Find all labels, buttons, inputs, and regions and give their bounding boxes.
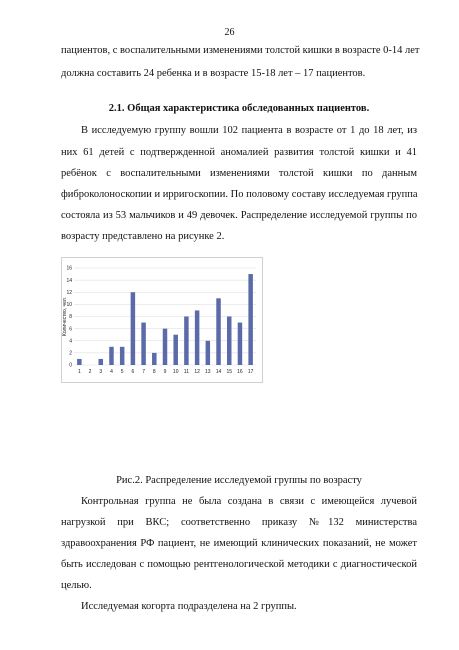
paragraph-line: фиброколоноскопии и ирригоскопии. По половому составу исследуемая группа [61,189,418,200]
bar [195,310,199,365]
bar [163,329,167,365]
y-tick-label: 14 [66,277,72,284]
page-number: 26 [224,27,235,38]
x-tick-label: 16 [237,369,243,375]
y-tick-label: 0 [69,362,72,369]
x-tick-label: 3 [99,369,103,375]
x-tick-label: 9 [163,369,167,375]
figure-caption: Рис.2. Распределение исследуемой группы по возрасту [116,475,362,486]
x-tick-label: 10 [172,369,179,375]
x-tick-label: 7 [142,369,145,375]
bar [238,323,242,365]
bar [141,323,145,365]
x-tick-label: 4 [110,369,113,375]
paragraph-line: здравоохранения РФ пациент, не имеющий клинических показаний, не может [61,538,417,549]
paragraph-line: нагрузкой при ВКС; соответственно приказу №132 министерства [61,517,417,528]
age-distribution-chart [61,257,263,383]
paragraph-line: целью. [61,580,92,591]
x-tick-label: 15 [226,369,233,375]
y-tick-label: 2 [69,350,72,357]
x-tick-label: 17 [247,369,254,375]
x-tick-label: 6 [131,369,135,375]
x-tick-label: 8 [152,369,156,375]
bar [152,353,156,365]
paragraph-line: должна составить 24 ребенка и в возрасте 15-18 лет – 17 пациентов. [61,68,366,79]
paragraph-line: состояла из 53 мальчиков и 49 девочек. Распределение исследуемой группы по [61,210,417,221]
x-tick-label: 13 [205,369,211,375]
bar [227,317,231,366]
y-tick-label: 16 [66,265,72,272]
bar [248,274,252,365]
y-tick-label: 12 [66,289,72,296]
y-axis-title: Количество, чел. [62,296,68,337]
y-tick-label: 10 [66,302,72,309]
y-tick-label: 8 [69,314,72,321]
x-tick-label: 2 [88,369,92,375]
x-tick-label: 5 [120,369,124,375]
paragraph-line: Исследуемая когорта подразделена на 2 группы. [81,601,297,612]
section-heading: 2.1. Общая характеристика обследованных пациентов. [108,103,370,114]
bar [120,347,124,365]
bar [173,335,177,365]
bar [131,292,135,365]
bar [109,347,113,365]
paragraph-line: быть исследован с помощью рентгенологической методики с диагностической [61,559,417,570]
y-tick-label: 6 [69,326,72,333]
bar [206,341,210,365]
x-tick-label: 14 [215,369,222,375]
bar [77,359,81,365]
x-tick-label: 1 [77,369,81,375]
y-tick-label: 4 [69,338,72,345]
paragraph-line: Контрольная группа не была создана в связи с имеющейся лучевой [81,496,417,507]
paragraph-line: них 61 детей с подтвержденной аномалией развития толстой кишки и 41 [61,147,417,158]
x-tick-label: 12 [194,369,200,375]
chart-canvas [62,258,262,382]
x-tick-label: 11 [183,369,190,375]
paragraph-line: пациентов, с воспалительными изменениями толстой кишки в возрасте 0-14 лет [61,45,420,56]
paragraph-line: возрасту представлено на рисунке 2. [61,231,225,242]
bar [216,298,220,365]
bar [184,317,188,366]
paragraph-line: В исследуемую группу вошли 102 пациента в возрасте от 1 до 18 лет, из [81,125,417,136]
bar [99,359,103,365]
paragraph-line: ребёнок с воспалительными изменениями толстой кишки по данным [61,168,417,179]
